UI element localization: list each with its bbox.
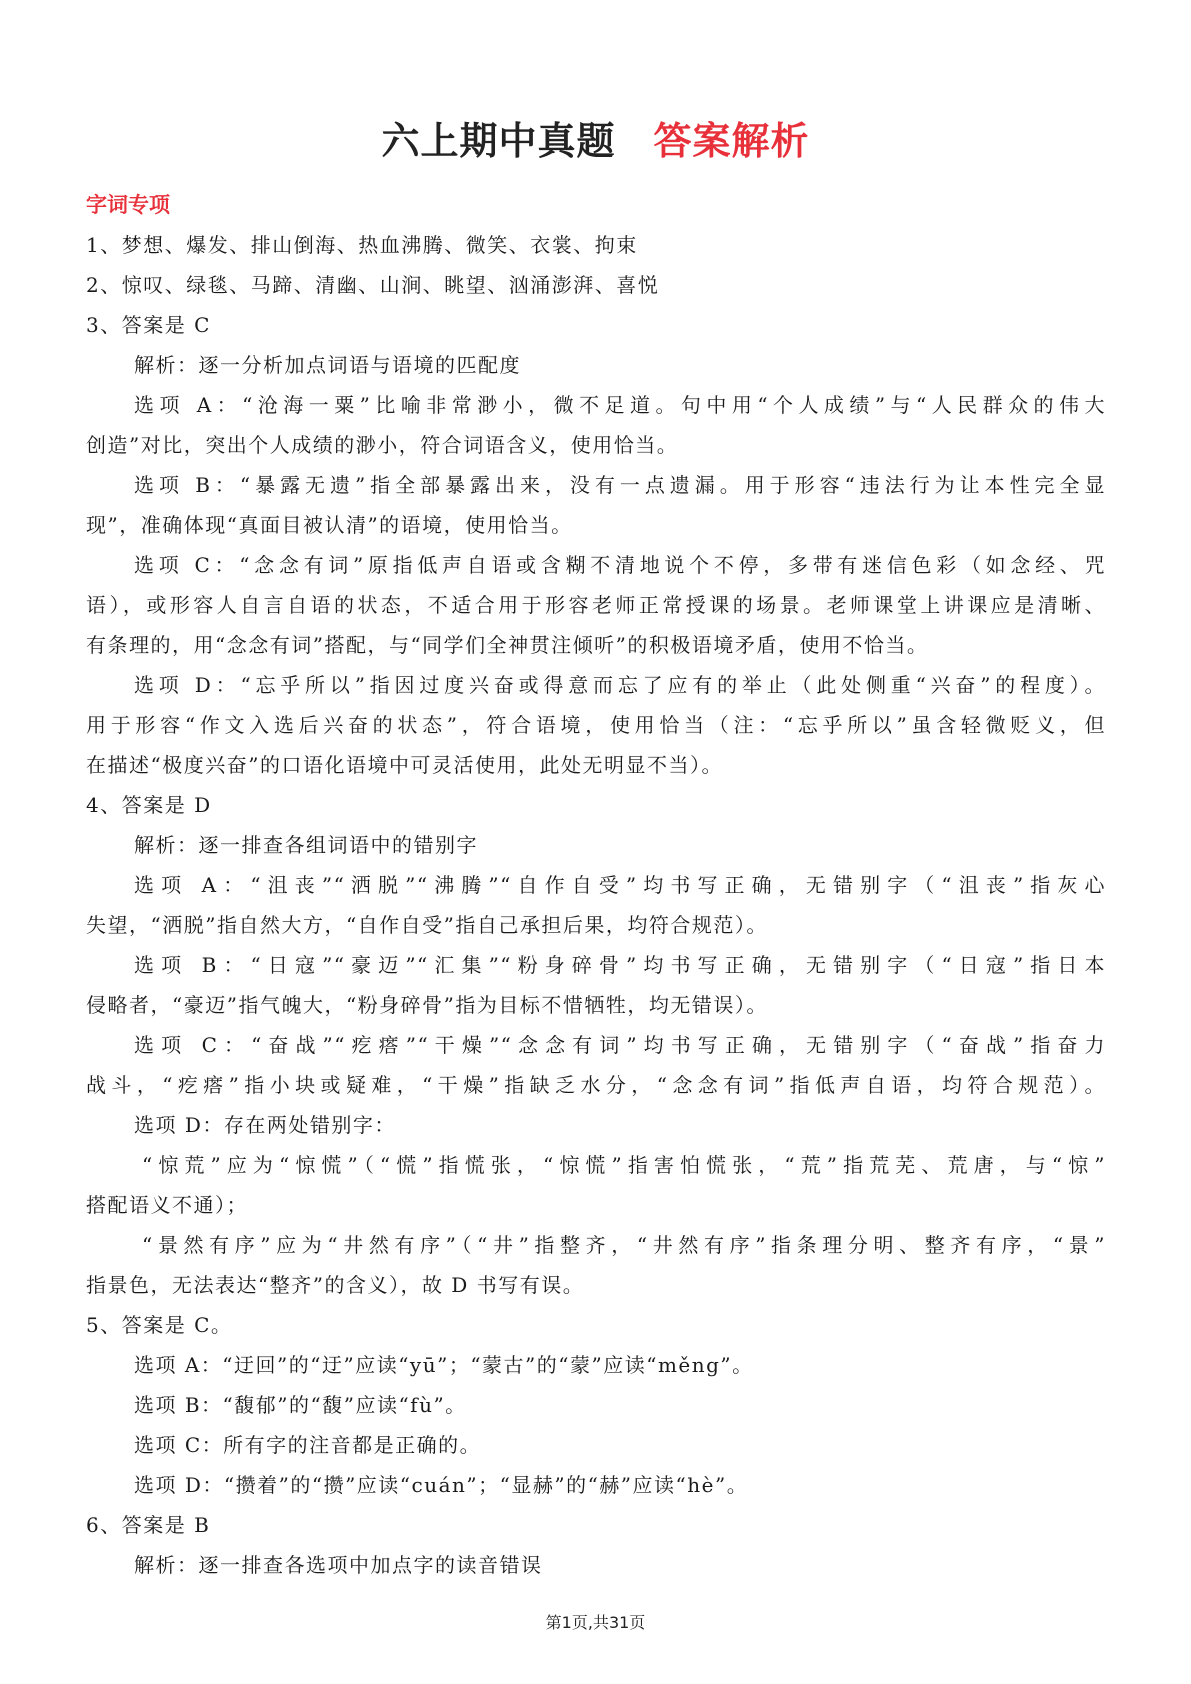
paragraph-line: 有条理的，用“念念有词”搭配，与“同学们全神贯注倾听”的积极语境矛盾，使用不恰当。 [86, 633, 929, 657]
paragraph-line: 选项 D：“忘乎所以”指因过度兴奋或得意而忘了应有的举止（此处侧重“兴奋”的程度）。 [134, 673, 1106, 697]
section-heading: 字词专项 [86, 193, 170, 217]
analysis-line: 解析：逐一排查各组词语中的错别字 [134, 833, 478, 857]
analysis-line: 解析：逐一分析加点词语与语境的匹配度 [134, 353, 521, 377]
page-title [0, 110, 1191, 165]
title-main: 六上期中真题 [381, 119, 616, 163]
answer-line: 4、答案是 D [86, 793, 212, 817]
answer-content [86, 225, 1106, 1585]
answer-line: 5、答案是 C。 [86, 1313, 233, 1337]
paragraph-line: “惊荒”应为“惊慌”（“慌”指慌张，“惊慌”指害怕慌张，“荒”指荒芜、荒唐，与“惊” [142, 1153, 1106, 1177]
paragraph-line: 选项 C：“奋战”“疙瘩”“干燥”“念念有词”均书写正确，无错别字（“奋战”指奋力 [134, 1033, 1106, 1057]
paragraph-line: 搭配语义不通）； [86, 1193, 248, 1217]
paragraph-line: 语），或形容人自言自语的状态，不适合用于形容老师正常授课的场景。老师课堂上讲课应是清晰、 [86, 593, 1106, 617]
answer-line: 1、梦想、爆发、排山倒海、热血沸腾、微笑、衣裳、拘束 [86, 233, 638, 257]
paragraph-line: 选项 A：“沧海一粟”比喻非常渺小，微不足道。句中用“个人成绩”与“人民群众的伟大 [134, 393, 1106, 417]
paragraph-line: 选项 B：“暴露无遗”指全部暴露出来，没有一点遗漏。用于形容“违法行为让本性完全显 [134, 473, 1106, 497]
paragraph-line: 现”，准确体现“真面目被认清”的语境，使用恰当。 [86, 513, 573, 537]
page-number: 第1页,共31页 [545, 1613, 646, 1632]
paragraph-line: 创造”对比，突出个人成绩的渺小，符合词语含义，使用恰当。 [86, 433, 679, 457]
paragraph-line: 在描述“极度兴奋”的口语化语境中可灵活使用，此处无明显不当）。 [86, 753, 723, 777]
answer-line: 3、答案是 C [86, 313, 211, 337]
paragraph-line: 选项 B：“日寇”“豪迈”“汇集”“粉身碎骨”均书写正确，无错别字（“日寇”指日本 [134, 953, 1106, 977]
paragraph-line: “景然有序”应为“井然有序”（“井”指整齐，“井然有序”指条理分明、整齐有序，“景” [142, 1233, 1106, 1257]
paragraph-line: 侵略者，“豪迈”指气魄大，“粉身碎骨”指为目标不惜牺牲，均无错误）。 [86, 993, 768, 1017]
paragraph-line: 选项 C：“念念有词”原指低声自语或含糊不清地说个不停，多带有迷信色彩（如念经、咒 [134, 553, 1106, 577]
option-line: 选项 D：“攒着”的“攒”应读“cuán”；“显赫”的“赫”应读“hè”。 [134, 1473, 749, 1497]
option-line: 选项 C：所有字的注音都是正确的。 [134, 1433, 482, 1457]
paragraph-line: 用于形容“作文入选后兴奋的状态”，符合语境，使用恰当（注：“忘乎所以”虽含轻微贬义，但 [86, 713, 1106, 737]
paragraph-line: 选项 D：存在两处错别字： [134, 1113, 396, 1137]
paragraph-line: 战斗，“疙瘩”指小块或疑难，“干燥”指缺乏水分，“念念有词”指低声自语，均符合规范）。 [86, 1073, 1106, 1097]
option-line: 选项 B：“馥郁”的“馥”应读“fù”。 [134, 1393, 467, 1417]
paragraph-line: 指景色，无法表达“整齐”的含义），故 D 书写有误。 [86, 1273, 585, 1297]
paragraph-line: 选项 A：“沮丧”“洒脱”“沸腾”“自作自受”均书写正确，无错别字（“沮丧”指灰心 [134, 873, 1106, 897]
analysis-line: 解析：逐一排查各选项中加点字的读音错误 [134, 1553, 543, 1577]
answer-line: 2、惊叹、绿毯、马蹄、清幽、山涧、眺望、汹涌澎湃、喜悦 [86, 273, 660, 297]
answer-line: 6、答案是 B [86, 1513, 211, 1537]
paragraph-line: 失望，“洒脱”指自然大方，“自作自受”指自己承担后果，均符合规范）。 [86, 913, 768, 937]
option-line: 选项 A：“迂回”的“迂”应读“yū”；“蒙古”的“蒙”应读“měng”。 [134, 1353, 754, 1377]
title-highlight: 答案解析 [653, 119, 810, 163]
